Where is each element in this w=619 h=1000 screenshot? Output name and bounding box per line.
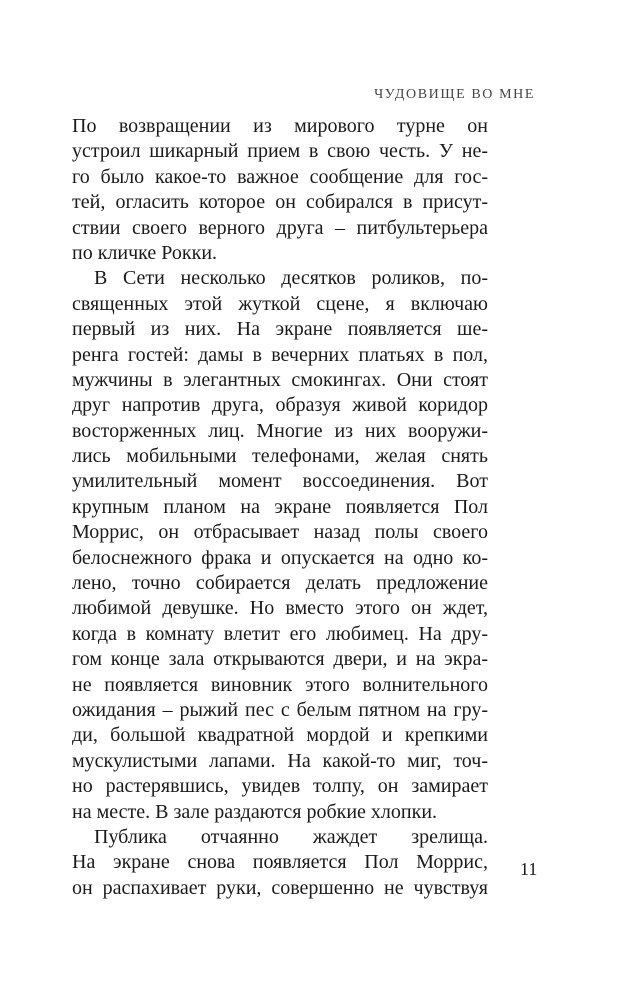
paragraph-line: священных этой жуткой сцене, я включаю <box>72 292 488 315</box>
paragraph-line: ствии своего верного друга – питбультерьера <box>72 216 488 239</box>
paragraph-line: мускулистыми лапами. На какой-то миг, точ- <box>72 749 488 772</box>
paragraph-line: го было какое-то важное сообщение для гос- <box>72 165 488 188</box>
paragraph-line: устроил шикарный прием в свою честь. У не- <box>72 140 488 163</box>
paragraph-line: ди, большой квадратной мордой и крепкими <box>72 724 488 747</box>
page-body <box>72 114 488 901</box>
paragraph-line: ренга гостей: дамы в вечерних платьях в пол, <box>72 343 488 366</box>
paragraph-line: друг напротив друга, образуя живой коридор <box>72 394 488 417</box>
page-number: 11 <box>520 859 538 879</box>
paragraph-1 <box>72 114 488 266</box>
paragraph-line: гом конце зала открываются двери, и на экра- <box>72 648 488 671</box>
paragraph-line: крупным планом на экране появляется Пол <box>72 495 488 518</box>
paragraph-line: он распахивает руки, совершенно не чувствуя <box>72 876 488 899</box>
paragraph-line: Моррис, он отбрасывает назад полы своего <box>72 521 488 544</box>
paragraph-line: На экране снова появляется Пол Моррис, <box>72 851 488 874</box>
paragraph-line: когда в комнату влетит его любимец. На дру- <box>72 622 488 645</box>
paragraph-line: В Сети несколько десятков роликов, по- <box>94 267 488 290</box>
paragraph-line: по кличке Рокки. <box>72 241 218 264</box>
paragraph-line: белоснежного фрака и опускается на одно ко- <box>72 546 488 569</box>
paragraph-line: но растерявшись, увидев толпу, он замирает <box>72 775 488 798</box>
paragraph-line: мужчины в элегантных смокингах. Они стоят <box>72 368 488 391</box>
running-header: ЧУДОВИЩЕ ВО МНЕ <box>374 87 535 102</box>
paragraph-line: любимой девушке. Но вместо этого он ждет, <box>72 597 488 620</box>
paragraph-line: лись мобильными телефонами, желая снять <box>72 445 488 468</box>
paragraph-line: не появляется виновник этого волнительного <box>72 673 488 696</box>
paragraph-line: По возвращении из мирового турне он <box>72 115 488 137</box>
paragraph-line: первый из них. На экране появляется ше- <box>72 318 488 341</box>
paragraph-line: на месте. В зале раздаются робкие хлопки. <box>72 800 438 823</box>
paragraph-3 <box>72 825 488 901</box>
paragraph-line: лено, точно собирается делать предложение <box>72 572 488 595</box>
paragraph-line: восторженных лиц. Многие из них вооружи- <box>72 419 488 442</box>
paragraph-line: умилительный момент воссоединения. Вот <box>72 470 488 493</box>
paragraph-line: Публика отчаянно жаждет зрелища. <box>94 825 488 848</box>
paragraph-2 <box>72 266 488 825</box>
paragraph-line: ожидания – рыжий пес с белым пятном на гру- <box>72 698 488 721</box>
paragraph-line: тей, огласить которое он собирался в присут- <box>72 191 488 214</box>
